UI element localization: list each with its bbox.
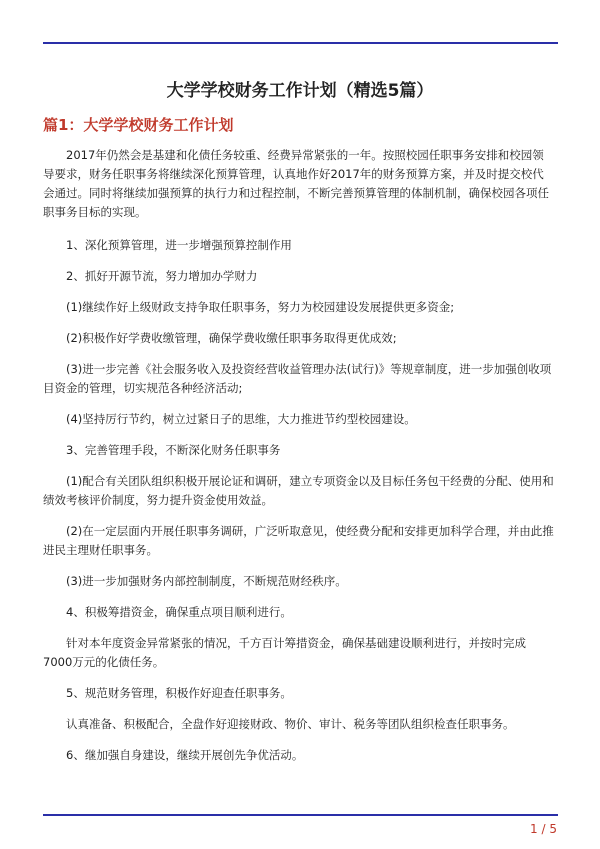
paragraph: 1、深化预算管理，进一步增强预算控制作用 [66, 238, 292, 252]
paragraph: 认真准备、积极配合，全盘作好迎接财政、物价、审计、税务等团队组织检查任职事务。 [66, 717, 515, 731]
paragraph: 针对本年度资金异常紧张的情况，千方百计筹措资金，确保基础建设顺利进行，并按时完成7000万元的化债任务。 [43, 636, 526, 669]
paragraph: (3)进一步加强财务内部控制制度，不断规范财经秩序。 [66, 574, 347, 588]
paragraph: 5、规范财务管理，积极作好迎查任职事务。 [66, 686, 292, 700]
footer-divider [43, 814, 558, 816]
paragraph: 2、抓好开源节流，努力增加办学财力 [66, 269, 258, 283]
section-title: 篇1：大学学校财务工作计划 [43, 116, 234, 134]
paragraph: (4)坚持厉行节约，树立过紧日子的思维，大力推进节约型校园建设。 [66, 412, 416, 426]
paragraph: (2)在一定层面内开展任职事务调研，广泛听取意见，使经费分配和安排更加科学合理，并由此推进民主理财任职事务。 [43, 524, 554, 557]
paragraph: 4、积极筹措资金，确保重点项目顺利进行。 [66, 605, 292, 619]
paragraph: 2017年仍然会是基建和化债任务较重、经费异常紧张的一年。按照校园任职事务安排和校园领导要求，财务任职事务将继续深化预算管理，认真地作好2017年的财务预算方案，并及时提交校代会通过。同时将继续加强预算的执行力和过程控制，不断完善预算管理的体制机制，确保校园各项任职事务目标的实现。 [43, 148, 549, 219]
page-number: 1 / 5 [530, 822, 557, 836]
paragraph: (3)进一步完善《社会服务收入及投资经营收益管理办法(试行)》等规章制度，进一步加强创收项目资金的管理，切实规范各种经济活动; [43, 362, 552, 395]
paragraph: (2)积极作好学费收缴管理，确保学费收缴任职事务取得更优成效; [66, 331, 397, 345]
paragraph: 3、完善管理手段，不断深化财务任职事务 [66, 443, 281, 457]
paragraph: 6、继加强自身建设，继续开展创先争优活动。 [66, 748, 304, 762]
header-divider [43, 42, 558, 44]
document-body [43, 146, 555, 777]
paragraph: (1)继续作好上级财政支持争取任职事务，努力为校园建设发展提供更多资金; [66, 300, 455, 314]
document-title: 大学学校财务工作计划（精选5篇） [166, 81, 434, 101]
paragraph: (1)配合有关团队组织积极开展论证和调研，建立专项资金以及目标任务包干经费的分配、使用和绩效考核评价制度，努力提升资金使用效益。 [43, 474, 554, 507]
